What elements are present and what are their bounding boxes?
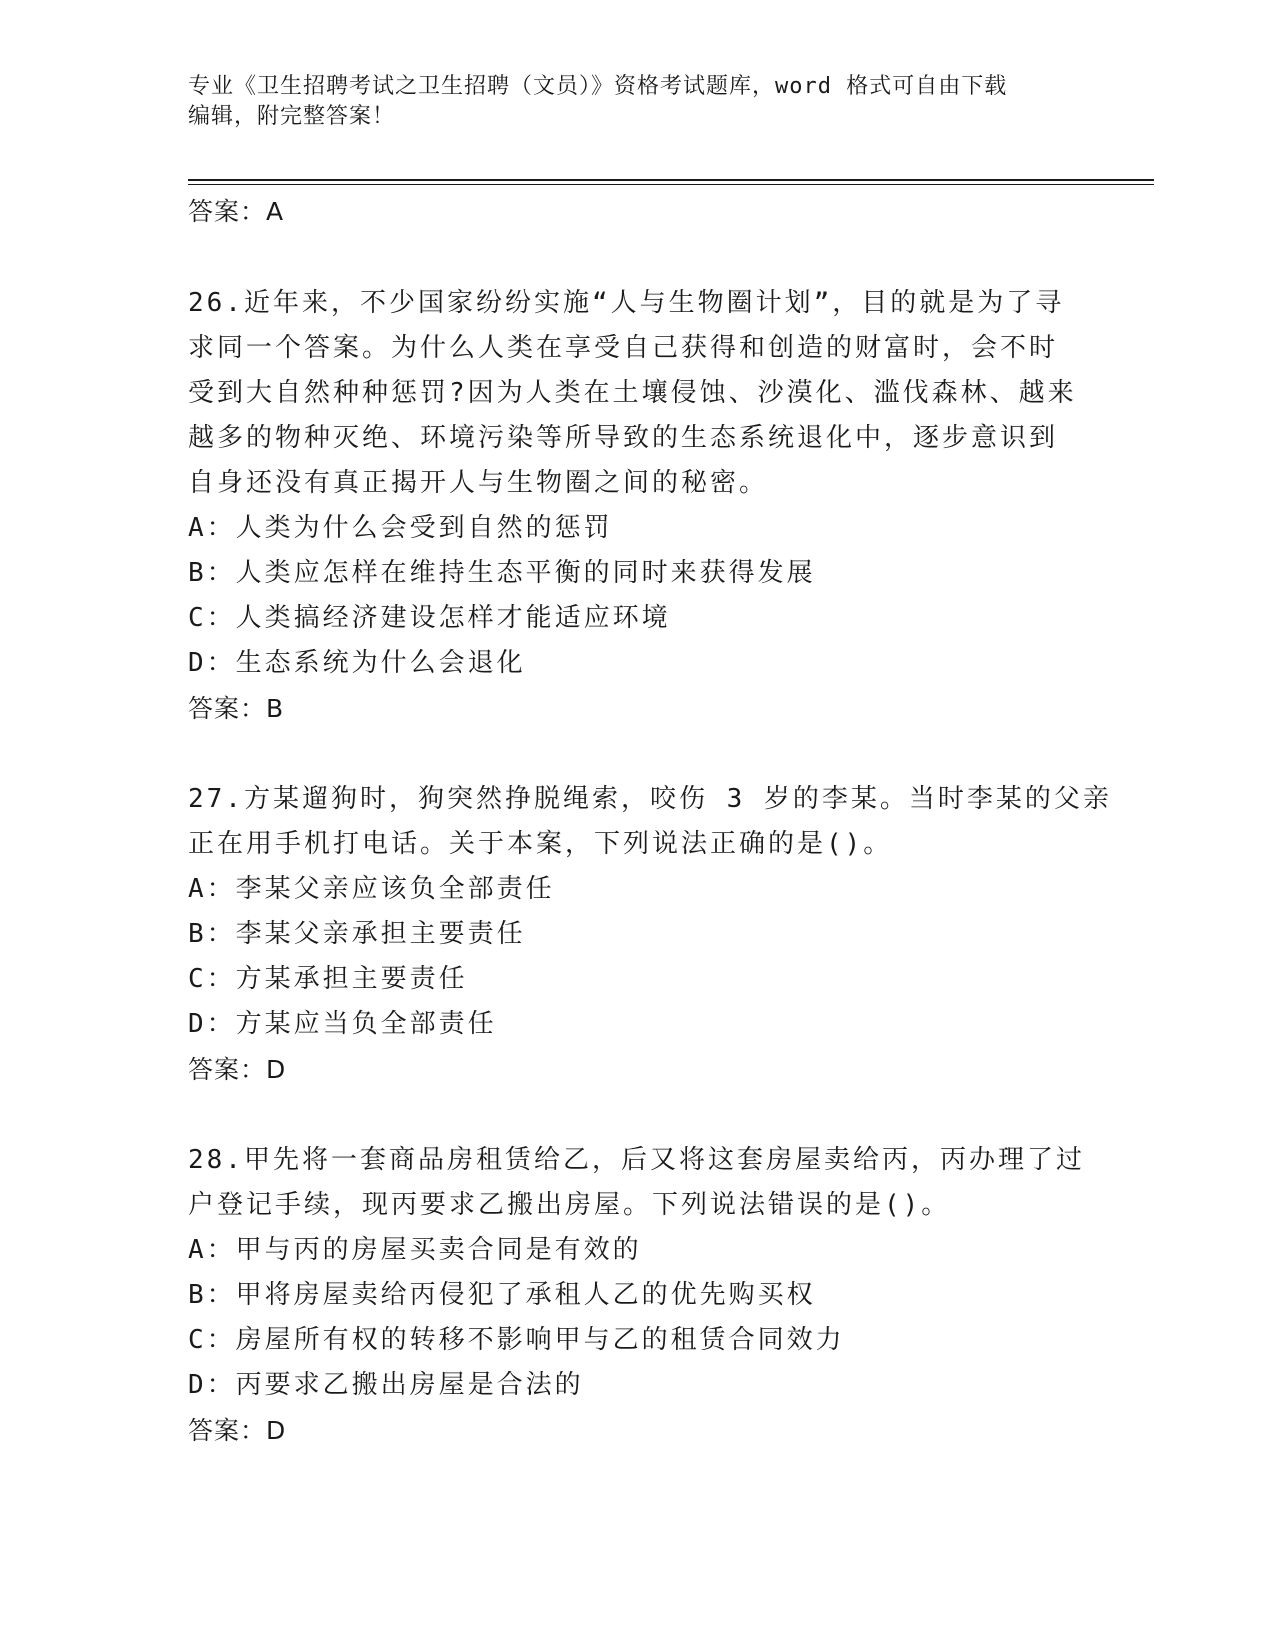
option-a: A：甲与丙的房屋买卖合同是有效的 (188, 1235, 642, 1265)
header-line-1: 专业《卫生招聘考试之卫生招聘（文员）》资格考试题库，word 格式可自由下载 (188, 74, 1008, 99)
option-b: B：李某父亲承担主要责任 (188, 919, 526, 949)
answer: 答案：B (188, 694, 285, 723)
option-b: B：人类应怎样在维持生态平衡的同时来获得发展 (188, 558, 816, 588)
option-d: D：方某应当负全部责任 (188, 1009, 497, 1039)
option-d: D：生态系统为什么会退化 (188, 648, 526, 678)
option-c: C：房屋所有权的转移不影响甲与乙的租赁合同效力 (188, 1325, 845, 1355)
option-d: D：丙要求乙搬出房屋是合法的 (188, 1370, 584, 1400)
answer: 答案：D (188, 1055, 287, 1084)
question-text-line: 27.方某遛狗时，狗突然挣脱绳索，咬伤 3 岁的李某。当时李某的父亲 (188, 784, 1112, 814)
option-c: C：人类搞经济建设怎样才能适应环境 (188, 603, 671, 633)
header-rule (188, 179, 1154, 181)
question-text-line: 正在用手机打电话。关于本案，下列说法正确的是()。 (188, 829, 893, 859)
question-text-line: 户登记手续，现丙要求乙搬出房屋。下列说法错误的是()。 (188, 1190, 951, 1220)
question-text-line: 26.近年来，不少国家纷纷实施“人与生物圈计划”，目的就是为了寻 (188, 288, 1065, 318)
question-text-line: 受到大自然种种惩罚?因为人类在土壤侵蚀、沙漠化、滥伐森林、越来 (188, 378, 1077, 408)
header-rule-thin (188, 184, 1154, 185)
question-text-line: 越多的物种灭绝、环境污染等所导致的生态系统退化中，逐步意识到 (188, 423, 1059, 453)
option-a: A：李某父亲应该负全部责任 (188, 874, 555, 904)
question-text-line: 28.甲先将一套商品房租赁给乙，后又将这套房屋卖给丙，丙办理了过 (188, 1145, 1085, 1175)
page-header (188, 72, 1068, 132)
option-a: A：人类为什么会受到自然的惩罚 (188, 513, 613, 543)
header-line-2: 编辑，附完整答案！ (188, 104, 396, 129)
option-b: B：甲将房屋卖给丙侵犯了承租人乙的优先购买权 (188, 1280, 816, 1310)
question-text-line: 求同一个答案。为什么人类在享受自己获得和创造的财富时，会不时 (188, 333, 1059, 363)
answer: 答案：D (188, 1416, 287, 1445)
question-text-line: 自身还没有真正揭开人与生物圈之间的秘密。 (188, 468, 769, 498)
option-c: C：方某承担主要责任 (188, 964, 468, 994)
answer-previous: 答案：A (188, 197, 285, 226)
